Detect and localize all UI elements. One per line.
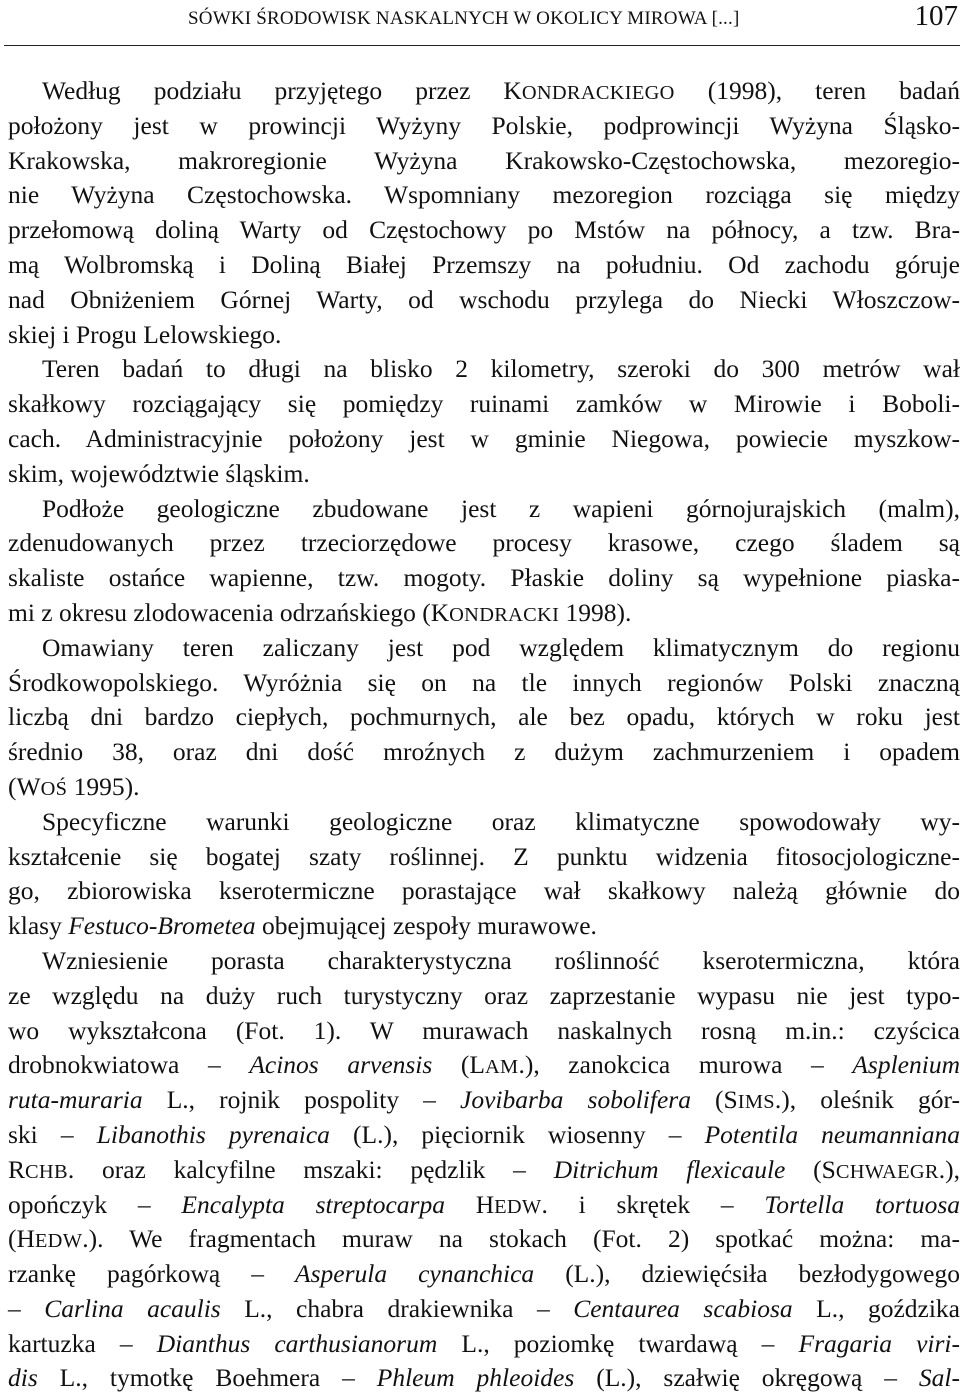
text-line — [8, 144, 960, 179]
text-line — [8, 631, 960, 666]
text-run: EDW — [34, 1230, 83, 1253]
italic-term: Jovibarba sobolifera — [460, 1085, 691, 1115]
text-run: klasy — [8, 911, 69, 941]
text-line — [8, 979, 960, 1014]
text-run: .), — [938, 1154, 960, 1184]
text-run: 1998). — [559, 597, 632, 627]
italic-term: Fragaria viri- — [798, 1328, 960, 1358]
text-run: skaliste ostańce wapienne, tzw. mogoty. Płaskie doliny są wypełnione piaska- — [8, 563, 960, 593]
text-run: EDW — [494, 1195, 542, 1218]
text-run: . i skrętek – — [541, 1189, 765, 1219]
text-line — [8, 213, 960, 248]
text-line — [8, 561, 960, 596]
text-run: położony jest w prowincji Wyżyny Polskie, podprowincji Wyżyna Śląsko- — [8, 110, 960, 140]
text-line — [8, 909, 960, 944]
text-run: Krakowska, makroregionie Wyżyna Krakowsko-Częstochowska, mezoregio- — [8, 145, 960, 175]
text-line — [8, 700, 960, 735]
page-number: 107 — [914, 0, 958, 32]
text-line — [8, 770, 960, 805]
italic-term: Tortella tortuosa — [764, 1189, 960, 1219]
running-header — [0, 0, 960, 46]
text-line — [8, 1327, 960, 1362]
text-line — [8, 735, 960, 770]
text-run: mą Wolbromską i Doliną Białej Przemszy na południu. Od zachodu góruje — [8, 249, 960, 279]
text-run: .), oleśnik gór- — [774, 1085, 960, 1115]
text-line — [8, 1361, 960, 1396]
body-text — [8, 74, 960, 1396]
text-line — [8, 492, 960, 527]
text-line — [8, 805, 960, 840]
text-run: Teren badań to długi na blisko 2 kilometry, szeroki do 300 metrów wał — [42, 354, 960, 384]
italic-term: Centaurea scabiosa — [573, 1293, 793, 1323]
text-run: liczbą dni bardzo ciepłych, pochmurnych, ale bez opadu, których w roku jest — [8, 702, 960, 732]
text-run: Specyficzne warunki geologiczne oraz klimatyczne spowodowały wy- — [42, 806, 960, 836]
italic-term: Dianthus carthusianorum — [156, 1328, 438, 1358]
text-run: ONDRACKI — [449, 603, 560, 626]
italic-term: Libanothis pyrenaica — [96, 1119, 330, 1149]
text-line — [8, 1188, 960, 1223]
text-run: mi z okresu zlodowacenia odrzańskiego (K — [8, 597, 450, 627]
text-line — [8, 666, 960, 701]
text-line — [8, 109, 960, 144]
italic-term: Asperula cynanchica — [295, 1259, 535, 1289]
italic-term: ruta-muraria — [8, 1085, 143, 1115]
italic-term: Acinos arvensis — [249, 1050, 433, 1080]
text-run: opończyk – — [8, 1189, 182, 1219]
italic-term: Phleum phleoides — [376, 1363, 575, 1393]
text-line — [8, 422, 960, 457]
text-line — [8, 596, 960, 631]
text-line — [8, 457, 960, 492]
text-run: .), zanokcica murowa – — [518, 1050, 853, 1080]
text-run: L., rojnik pospolity – — [142, 1085, 461, 1115]
text-line — [8, 318, 960, 353]
text-run: OŚ — [40, 777, 68, 800]
text-line — [8, 840, 960, 875]
italic-term: Potentila neumanniana — [704, 1119, 960, 1149]
text-line — [8, 178, 960, 213]
text-run: L., goździka — [792, 1293, 960, 1323]
text-run: skałkowy rozciągający się pomiędzy ruinami zamków w Mirowie i Boboli- — [8, 389, 960, 419]
text-line — [8, 248, 960, 283]
text-run: . oraz kalcyfilne mszaki: pędzlik – — [67, 1154, 554, 1184]
text-run: (W — [8, 771, 41, 801]
text-run: skim, województwie śląskim. — [8, 458, 310, 488]
text-run: Podłoże geologiczne zbudowane jest z wapieni górnojurajskich (malm), — [42, 493, 960, 523]
text-run: obejmującej zespoły murawowe. — [255, 911, 597, 941]
text-run: (1998), teren badań — [674, 76, 960, 105]
text-line — [8, 74, 960, 109]
text-run: Według podziału przyjętego przez K — [42, 76, 522, 105]
text-run: ONDRACKIEGO — [521, 82, 675, 104]
text-run: L., tymotkę Boehmera – — [37, 1363, 377, 1393]
text-run: IMS — [737, 1091, 775, 1114]
text-line — [8, 1014, 960, 1049]
text-run: go, zbiorowiska kserotermiczne porastające wał skałkowy należą głównie do — [8, 876, 960, 906]
text-line — [8, 1222, 960, 1257]
text-run: CHB — [25, 1160, 68, 1183]
text-run: (L.), szałwię okręgową – — [574, 1363, 919, 1393]
text-run: średnio 38, oraz dni dość mroźnych z dużym zachmurzeniem i opadem — [8, 737, 960, 767]
text-run: nad Obniżeniem Górnej Warty, od wschodu przylega do Niecki Włoszczow- — [8, 284, 960, 314]
text-run: drobnokwiatowa – — [8, 1050, 250, 1080]
text-line — [8, 1048, 960, 1083]
text-run: R — [8, 1154, 26, 1184]
text-run: ski – — [8, 1119, 97, 1149]
text-run: kształcenie się bogatej szaty roślinnej. Z punktu widzenia fitosocjologiczne- — [8, 841, 960, 871]
text-line — [8, 1257, 960, 1292]
text-run: Środkowopolskiego. Wyróżnia się on na tle innych regionów Polski znaczną — [8, 667, 960, 697]
text-run: L., poziomkę twardawą – — [437, 1328, 799, 1358]
text-run: L., chabra drakiewnika – — [220, 1293, 574, 1323]
text-run: .). We fragmentach muraw na stokach (Fot. 2) spotkać można: ma- — [82, 1224, 960, 1254]
italic-term: Ditrichum flexicaule — [553, 1154, 786, 1184]
running-title: SÓWKI ŚRODOWISK NASKALNYCH W OKOLICY MIROWA [...] — [188, 8, 740, 29]
text-run: CHWAEGR — [835, 1160, 939, 1183]
text-line — [8, 283, 960, 318]
text-run: (S — [690, 1085, 738, 1115]
text-run: – — [8, 1293, 45, 1323]
text-run: 1995). — [67, 771, 140, 801]
text-run: rzankę pagórkową – — [8, 1259, 295, 1289]
text-line — [8, 387, 960, 422]
italic-term: Asplenium — [852, 1050, 960, 1080]
text-run: (L.), dziewięćsiła bezłodygowego — [534, 1259, 960, 1289]
text-run: AM — [485, 1056, 519, 1079]
text-line — [8, 526, 960, 561]
text-line — [8, 874, 960, 909]
text-run: zdenudowanych przez trzeciorzędowe procesy krasowe, czego śladem są — [8, 528, 960, 558]
text-line — [8, 944, 960, 979]
text-run: ze względu na duży ruch turystyczny oraz zaprzestanie wypasu nie jest typo- — [8, 980, 960, 1010]
text-run: Omawiany teren zaliczany jest pod względem klimatycznym do regionu — [42, 632, 960, 662]
italic-term: Encalypta streptocarpa — [181, 1189, 445, 1219]
text-line — [8, 1292, 960, 1327]
text-run: H — [444, 1189, 495, 1219]
italic-term: Festuco-Brometea — [68, 911, 256, 941]
italic-term: Sal- — [918, 1363, 960, 1393]
text-line — [8, 1118, 960, 1153]
text-run: wo wykształcona (Fot. 1). W murawach naskalnych rosną m.in.: czyścica — [8, 1015, 960, 1045]
text-line — [8, 1083, 960, 1118]
text-run: (L — [432, 1050, 485, 1080]
text-run: kartuzka – — [8, 1328, 157, 1358]
text-line — [8, 352, 960, 387]
italic-term: dis — [8, 1363, 38, 1393]
header-rule — [4, 45, 960, 46]
text-run: Wzniesienie porasta charakterystyczna roślinność kserotermiczna, która — [42, 945, 960, 975]
text-run: skiej i Progu Lelowskiego. — [8, 319, 282, 349]
italic-term: Carlina acaulis — [44, 1293, 221, 1323]
text-run: (L.), pięciornik wiosenny – — [329, 1119, 705, 1149]
text-run: nie Wyżyna Częstochowska. Wspomniany mezoregion rozciąga się między — [8, 180, 960, 210]
text-line — [8, 1153, 960, 1188]
text-run: cach. Administracyjnie położony jest w gminie Niegowa, powiecie myszkow- — [8, 423, 960, 453]
text-run: (H — [8, 1224, 35, 1254]
text-run: przełomową doliną Warty od Częstochowy po Mstów na północy, a tzw. Bra- — [8, 215, 960, 245]
text-run: (S — [785, 1154, 836, 1184]
